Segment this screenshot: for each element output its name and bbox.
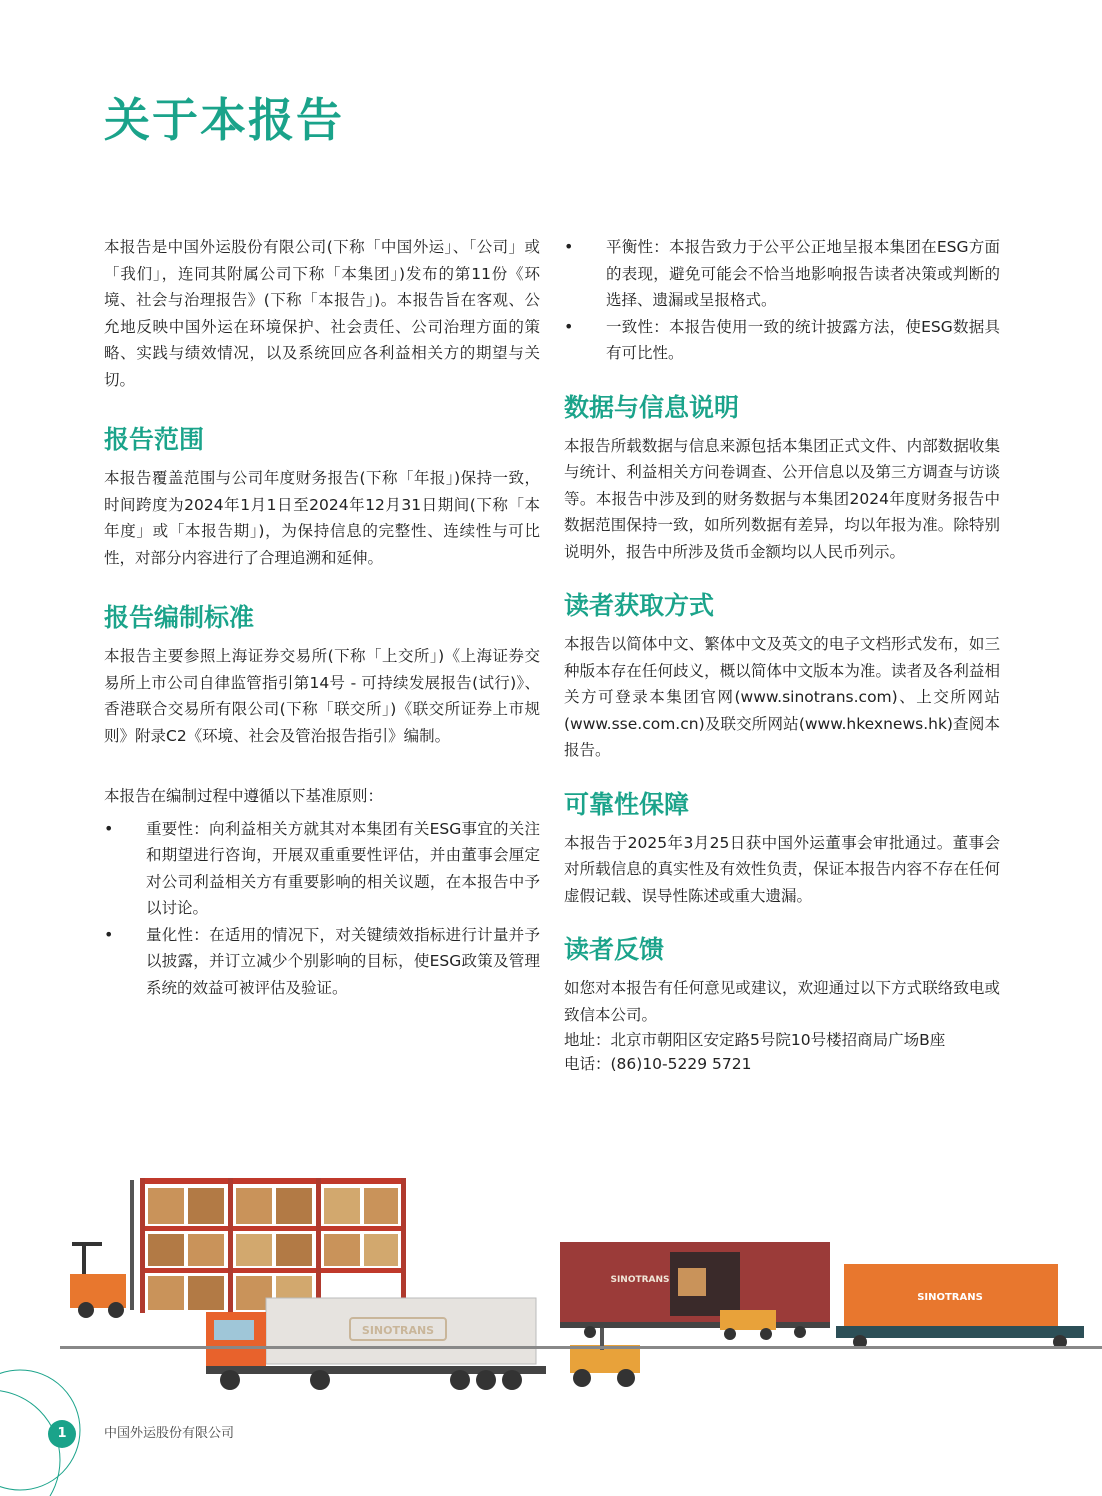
feedback-paragraph: 如您对本报告有任何意见或建议，欢迎通过以下方式联络致电或致信本公司。 [564,979,1000,1024]
feedback-address: 地址：北京市朝阳区安定路5号院10号楼招商局广场B座 [564,1031,946,1049]
boxcar-brand-label: SINOTRANS [610,1275,670,1285]
principle-quantitative: • 量化性：在适用的情况下，对关键绩效指标进行计量并予以披露，并订立减少个别影响的目标，使ESG政策及管理系统的效益可被评估及验证。 [104,922,540,1002]
principle-balance: • 平衡性：本报告致力于公平公正地呈报本集团在ESG方面的表现，避免可能会不恰当地影响报告读者决策或判断的选择、遗漏或呈报格式。 [564,234,1000,314]
footer-company-name: 中国外运股份有限公司 [104,1426,235,1441]
page-number-badge: 1 [48,1420,76,1448]
forklift-left [70,1180,134,1318]
feedback-phone: 电话：(86)10-5229 5721 [564,1055,752,1073]
data-info-heading: 数据与信息说明 [564,392,740,422]
standards-heading: 报告编制标准 [104,603,255,632]
feedback-heading: 读者反馈 [564,935,665,964]
reliability-heading: 可靠性保障 [564,789,690,819]
truck-brand-label: SINOTRANS [361,1324,435,1337]
access-heading: 读者获取方式 [564,591,715,620]
scope-heading: 报告范围 [104,425,205,454]
principle-materiality: • 重要性：向利益相关方就其对本集团有关ESG事宜的关注和期望进行咨询，开展双重重要性评估，并由董事会厘定对公司利益相关方有重要影响的相关议题，在本报告中予以讨论。 [104,816,540,922]
warehouse-rack [140,1178,406,1313]
standards-paragraph: 本报告主要参照上海证券交易所(下称「上交所」)《上海证券交易所上市公司自律监管指引第14号 - 可持续发展报告(试行)》、香港联合交易所有限公司(下称「联交所」)《联交所证券上市规则》附录C2《环境、社会及管治报告指引》编制。 [104,647,540,745]
logistics-illustration [60,1170,1102,1400]
truck [206,1298,546,1390]
decorative-circle-lines [0,1340,200,1496]
page-title: 关于本报告 [104,93,344,147]
intro-paragraph: 本报告是中国外运股份有限公司(下称「中国外运」、「公司」或「我们」，连同其附属公司下称「本集团」)发布的第11份《环境、社会与治理报告》(下称「本报告」)。本报告旨在客观、公允地反映中国外运在环境保护、社会责任、公司治理方面的策略、实践与绩效情况，以及系统回应各利益相关方的期望与关切。 [104,238,540,389]
principle-consistency: • 一致性：本报告使用一致的统计披露方法，使ESG数据具有可比性。 [564,314,1000,367]
principles-intro: 本报告在编制过程中遵循以下基准原则： [104,787,384,805]
forklift-center [570,1320,640,1387]
right-column [564,234,1000,1076]
container-brand-label: SINOTRANS [917,1292,983,1303]
principles-list-right [564,234,1000,367]
principles-list-left [104,816,540,1002]
left-column [104,234,540,1001]
reliability-paragraph: 本报告于2025年3月25日获中国外运董事会审批通过。董事会对所载信息的真实性及有效性负责，保证本报告内容不存在任何虚假记载、误导性陈述或重大遗漏。 [564,833,1000,905]
access-paragraph: 本报告以简体中文、繁体中文及英文的电子文档形式发布，如三种版本存在任何歧义，概以简体中文版本为准。读者及各利益相关方可登录本集团官网(www.sinotrans.com)、上交所网站(www.sse.com.cn)及联交所网站(www.hkexnews.hk)查阅本报告。 [564,635,1000,759]
scope-paragraph: 本报告覆盖范围与公司年度财务报告(下称「年报」)保持一致，时间跨度为2024年1月1日至2024年12月31日期间(下称「本年度」或「本报告期」)，为保持信息的完整性、连续性与可比性，对部分内容进行了合理追溯和延伸。 [104,469,540,567]
boxcar [560,1242,830,1340]
data-info-paragraph: 本报告所载数据与信息来源包括本集团正式文件、内部数据收集与统计、利益相关方问卷调查、公开信息以及第三方调查与访谈等。本报告中涉及到的财务数据与本集团2024年度财务报告中数据范围保持一致，如所列数据有差异，均以年报为准。除特别说明外，报告中所涉及货币金额均以人民币列示。 [564,436,1000,561]
